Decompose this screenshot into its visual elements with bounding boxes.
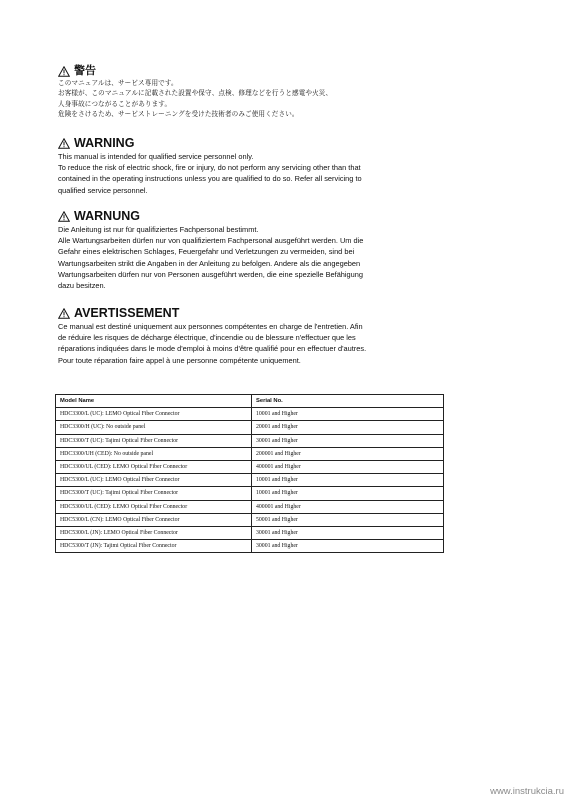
body-line: このマニュアルは、サービス専用です。	[58, 80, 178, 87]
heading-text: 警告	[74, 65, 96, 77]
model-cell: HDC5300/L (UC): LEMO Optical Fiber Connector	[56, 474, 252, 487]
model-cell: HDC5300/L (CN): LEMO Optical Fiber Connector	[56, 513, 252, 526]
table-row	[56, 447, 444, 460]
table-row	[56, 500, 444, 513]
body-line: qualified service personnel.	[58, 185, 148, 195]
serial-cell: 400001 and Higher	[252, 460, 444, 473]
warning-heading-fr	[58, 306, 438, 321]
model-cell: HDC5300/UL (CED): LEMO Optical Fiber Connector	[56, 500, 252, 513]
model-cell: HDC3300/T (UC): Tajimi Optical Fiber Connector	[56, 434, 252, 447]
serial-cell: 30001 and Higher	[252, 540, 444, 553]
warning-section-en	[58, 136, 438, 196]
table-row	[56, 460, 444, 473]
table-row	[56, 408, 444, 421]
serial-cell: 30001 and Higher	[252, 526, 444, 539]
serial-cell: 400001 and Higher	[252, 500, 444, 513]
body-line: Gefahr eines elektrischen Schlages, Feuergefahr und Verletzungen zu vermeiden, sind bei	[58, 247, 355, 257]
warning-heading-de	[58, 209, 438, 224]
body-line: Wartungsarbeiten strikt die Angaben in der Anleitung zu befolgen. Andere als die angegeben	[58, 258, 361, 268]
column-header-serial: Serial No.	[252, 395, 444, 408]
serial-cell: 10001 and Higher	[252, 408, 444, 421]
model-serial-table	[55, 394, 444, 553]
body-line: Alle Wartungsarbeiten dürfen nur von qualifiziertem Fachpersonal ausgeführt werden. Um die	[58, 236, 364, 246]
warning-section-fr	[58, 306, 438, 366]
warning-section-jp	[58, 64, 438, 121]
warning-triangle-icon	[58, 66, 70, 77]
heading-text: AVERTISSEMENT	[74, 306, 180, 320]
serial-cell: 20001 and Higher	[252, 421, 444, 434]
table-row	[56, 421, 444, 434]
model-cell: HDC3300/H (UC): No outside panel	[56, 421, 252, 434]
warning-body-fr	[58, 321, 438, 366]
model-cell: HDC5300/T (UC): Tajimi Optical Fiber Connector	[56, 487, 252, 500]
body-line: Die Anleitung ist nur für qualifiziertes Fachpersonal bestimmt.	[58, 225, 259, 234]
model-cell: HDC3300/L (UC): LEMO Optical Fiber Connector	[56, 408, 252, 421]
warning-body-en	[58, 151, 438, 196]
serial-cell: 50001 and Higher	[252, 513, 444, 526]
body-line: Pour toute réparation faire appel à une personne compétente uniquement.	[58, 355, 301, 365]
body-line: This manual is intended for qualified service personnel only.	[58, 152, 254, 161]
table-row	[56, 474, 444, 487]
column-header-model: Model Name	[56, 395, 252, 408]
body-line: お客様が、このマニュアルに記載された設置や保守、点検、修理などを行うと感電や火災、	[58, 90, 333, 98]
table-row	[56, 526, 444, 539]
table-row	[56, 434, 444, 447]
body-line: contained in the operating instructions unless you are qualified to do so. Refer all servicing to	[58, 174, 362, 184]
warning-triangle-icon	[58, 138, 70, 149]
body-line: Ce manual est destiné uniquement aux personnes compétentes en charge de l'entretien. Afin	[58, 322, 363, 331]
model-cell: HDC5300/L (JN): LEMO Optical Fiber Connector	[56, 526, 252, 539]
warning-body-de	[58, 224, 438, 291]
serial-cell: 200001 and Higher	[252, 447, 444, 460]
model-cell: HDC3300/UH (CED): No outside panel	[56, 447, 252, 460]
heading-text: WARNING	[74, 136, 135, 150]
warning-heading-jp	[58, 64, 438, 79]
model-cell: HDC3300/UL (CED): LEMO Optical Fiber Connector	[56, 460, 252, 473]
warning-section-de	[58, 209, 438, 291]
table-row	[56, 487, 444, 500]
model-cell: HDC5300/T (JN): Tajimi Optical Fiber Connector	[56, 540, 252, 553]
warning-heading-en	[58, 136, 438, 151]
serial-cell: 10001 and Higher	[252, 487, 444, 500]
body-line: Wartungsarbeiten dürfen nur von Personen ausgeführt werden, die eine spezielle Befähigung	[58, 269, 363, 279]
table-header-row	[56, 395, 444, 408]
watermark: www.instrukcia.ru	[490, 786, 564, 797]
body-line: dazu besitzen.	[58, 281, 106, 291]
table-row	[56, 513, 444, 526]
body-line: To reduce the risk of electric shock, fire or injury, do not perform any servicing other than that	[58, 163, 361, 173]
serial-cell: 30001 and Higher	[252, 434, 444, 447]
warning-body-jp	[58, 79, 438, 121]
serial-cell: 10001 and Higher	[252, 474, 444, 487]
warning-triangle-icon	[58, 211, 70, 222]
heading-text: WARNUNG	[74, 209, 140, 223]
table-row	[56, 540, 444, 553]
body-line: de réduire les risques de décharge électrique, d'incendie ou de blessure n'effectuer que les	[58, 333, 356, 343]
body-line: 人身事故につながることがあります。	[58, 100, 172, 108]
warning-triangle-icon	[58, 308, 70, 319]
body-line: réparations indiquées dans le mode d'emploi à moins d'être qualifié pour en effectuer d'autres.	[58, 344, 367, 354]
body-line: 危険をさけるため、サービストレーニングを受けた技術者のみご使用ください。	[58, 111, 299, 119]
